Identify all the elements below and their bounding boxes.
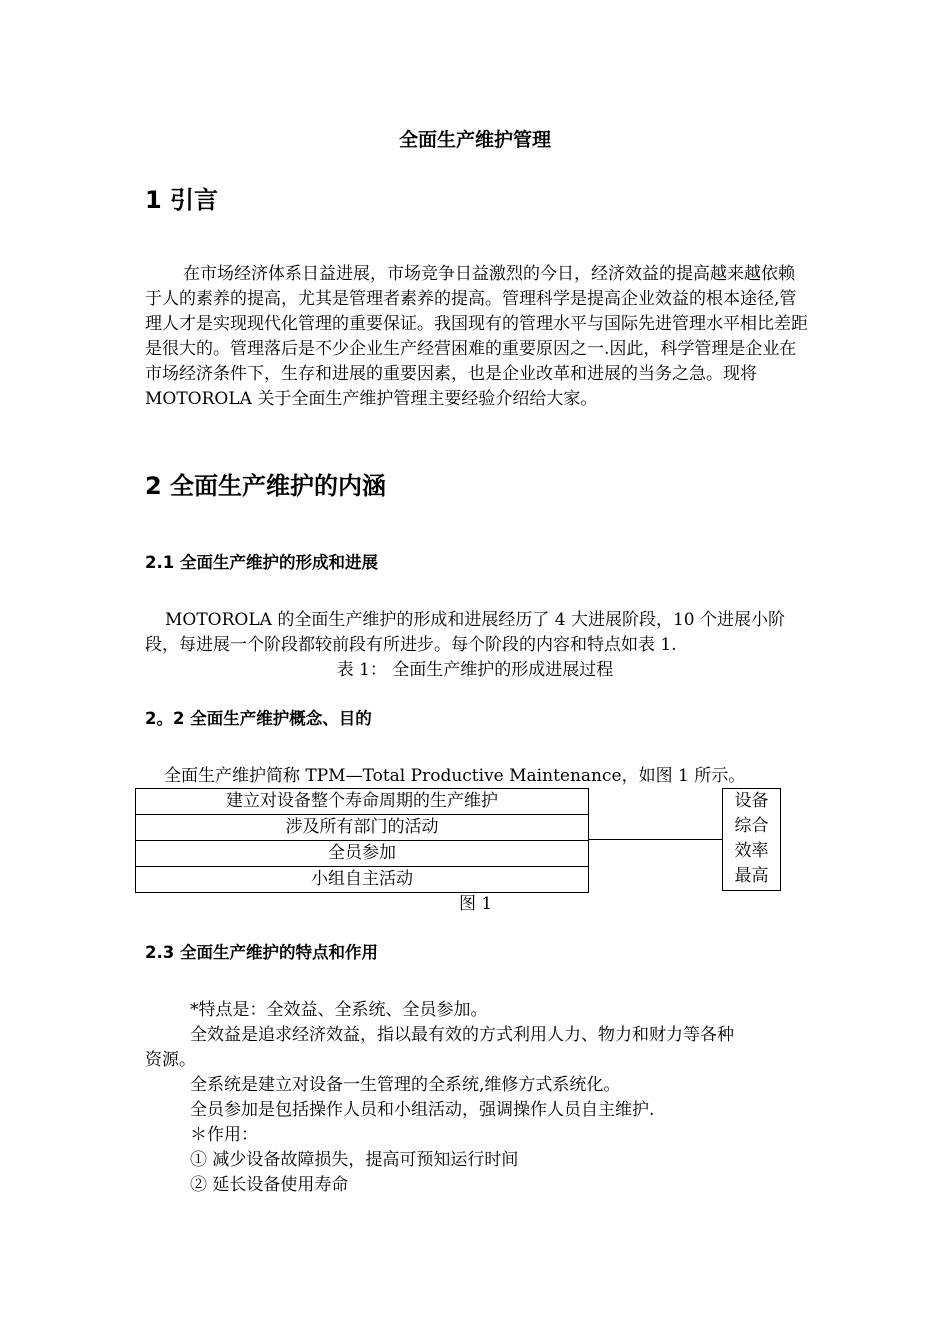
section-2-1-heading: 2.1 全面生产维护的形成和进展 (145, 553, 378, 572)
figure-1-target-box (722, 788, 781, 891)
section-2-1-paragraph: MOTOROLA 的全面生产维护的形成和进展经历了 4 大进展阶段，10 个进展小阶段，每进展一个阶段都较前段有所进步。每个阶段的内容和特点如表 1. (145, 610, 785, 655)
full-system-line: 全系统是建立对设备一生管理的全系统,维修方式系统化。 (190, 1075, 621, 1095)
figure-1-row-small-groups: 小组自主活动 (136, 867, 588, 893)
section-1-paragraph: 在市场经济体系日益进展，市场竞争日益激烈的今日，经济效益的提高越来越依赖于人的素养的提高，尤其是管理者素养的提高。管理科学是提高企业效益的根本途径,管理人才是实现现代化管理的重要保证。我国现有的管理水平与国际先进管理水平相比差距是很大的。管理落后是不少企业生产经营困难的重要原因之一.因此，科学管理是企业在市场经济条件下，生存和进展的重要因素，也是企业改革和进展的当务之急。现将 MOTOROLA 关于全面生产维护管理主要经验介绍给大家。 (145, 264, 808, 409)
figure-1-target-line: 效率 (734, 841, 769, 861)
figure-1-row-lifecycle: 建立对设备整个寿命周期的生产维护 (136, 789, 588, 815)
table-1-caption: 表 1： 全面生产维护的形成进展过程 (336, 660, 614, 680)
figure-1-caption: 图 1 (459, 894, 493, 914)
section-2-3-heading: 2.3 全面生产维护的特点和作用 (145, 943, 378, 962)
full-benefit-line: 全效益是追求经济效益，指以最有效的方式利用人力、物力和财力等各种 (190, 1025, 734, 1045)
full-benefit-line-continued: 资源。 (145, 1050, 196, 1070)
figure-1-connector-line (588, 839, 722, 840)
figure-1-target-line: 设备 (734, 791, 769, 811)
document-title: 全面生产维护管理 (398, 129, 551, 151)
effect-item-1: ① 减少设备故障损失，提高可预知运行时间 (190, 1150, 519, 1170)
section-2-2-paragraph: 全面生产维护简称 TPM—Total Productive Maintenance，如图 1 所示。 (164, 766, 746, 786)
section-1-heading: 1 引言 (145, 186, 219, 214)
figure-1-row-all-departments: 涉及所有部门的活动 (136, 815, 588, 841)
figure-1-row-all-staff: 全员参加 (136, 841, 588, 867)
figure-1-activity-boxes (135, 788, 589, 893)
effects-line: ＊作用： (190, 1125, 258, 1145)
features-line: *特点是：全效益、全系统、全员参加。 (190, 1000, 488, 1020)
section-2-heading: 2 全面生产维护的内涵 (145, 472, 387, 500)
full-participation-line: 全员参加是包括操作人员和小组活动，强调操作人员自主维护. (190, 1100, 655, 1120)
effect-item-2: ② 延长设备使用寿命 (190, 1175, 349, 1195)
figure-1-target-line: 最高 (734, 866, 769, 886)
figure-1-target-line: 综合 (734, 816, 769, 836)
section-2-2-heading: 2。2 全面生产维护概念、目的 (145, 709, 372, 728)
